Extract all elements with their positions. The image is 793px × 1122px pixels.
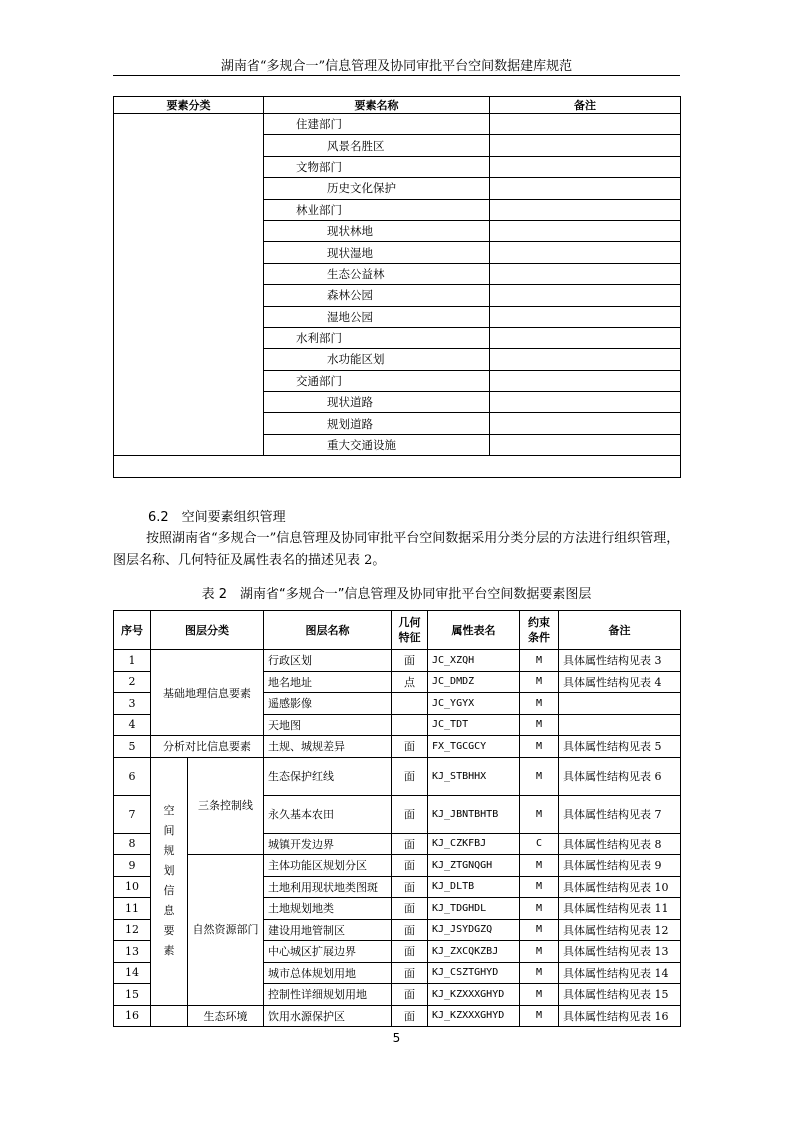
note-cell: [490, 349, 681, 370]
section-title: 6.2 空间要素组织管理: [148, 510, 286, 525]
layer-name: 中心城区扩展边界: [264, 941, 392, 963]
note: 具体属性结构见表 16: [559, 1005, 681, 1027]
col-header-category: 要素分类: [114, 97, 264, 114]
body-paragraph: 按照湖南省“多规合一”信息管理及协同审批平台空间数据采用分类分层的方法进行组织管理，图层名称、几何特征及属性表名的描述见表 2。: [113, 531, 680, 568]
table-header-row: [114, 97, 681, 114]
note-cell: [490, 199, 681, 220]
geometry-type: 面: [392, 941, 428, 963]
constraint: M: [520, 962, 559, 984]
attribute-table-name: KJ_ZXCQKZBJ: [428, 941, 520, 963]
layer-name: 建设用地管制区: [264, 919, 392, 941]
constraint: M: [520, 919, 559, 941]
attribute-table-name: FX_TGCGCY: [428, 736, 520, 758]
col-header-layer: 图层名称: [264, 611, 392, 650]
geometry-type: 面: [392, 833, 428, 855]
element-name: 森林公园: [264, 285, 490, 306]
constraint: M: [520, 984, 559, 1006]
element-name: 现状湿地: [264, 242, 490, 263]
row-number: 6: [114, 757, 151, 795]
empty-cell: [114, 456, 681, 478]
blank-cell: [151, 1005, 188, 1027]
note: 具体属性结构见表 9: [559, 855, 681, 877]
subgroup-natural-resources: 自然资源部门: [188, 855, 264, 1006]
layer-name: 城市总体规划用地: [264, 962, 392, 984]
row-number: 12: [114, 919, 151, 941]
row-number: 8: [114, 833, 151, 855]
constraint: C: [520, 833, 559, 855]
constraint: M: [520, 736, 559, 758]
note: 具体属性结构见表 6: [559, 757, 681, 795]
attribute-table-name: KJ_KZXXXGHYD: [428, 984, 520, 1006]
geometry-type: 面: [392, 984, 428, 1006]
note: 具体属性结构见表 7: [559, 795, 681, 833]
col-header-note: 备注: [559, 611, 681, 650]
col-header-note: 备注: [490, 97, 681, 114]
layer-name: 主体功能区规划分区: [264, 855, 392, 877]
col-header-cons: 约束条件: [520, 611, 559, 650]
row-number: 16: [114, 1005, 151, 1027]
geometry-type: 面: [392, 1005, 428, 1027]
element-name: 林业部门: [264, 199, 490, 220]
note: [559, 693, 681, 715]
layer-name: 生态保护红线: [264, 757, 392, 795]
attribute-table-name: JC_YGYX: [428, 693, 520, 715]
row-number: 9: [114, 855, 151, 877]
layer-name: 控制性详细规划用地: [264, 984, 392, 1006]
note: [559, 714, 681, 736]
note-cell: [490, 263, 681, 284]
row-number: 5: [114, 736, 151, 758]
table-row: [114, 114, 681, 135]
element-name: 风景名胜区: [264, 135, 490, 156]
constraint: M: [520, 876, 559, 898]
col-header-geom: 几何特征: [392, 611, 428, 650]
constraint: M: [520, 855, 559, 877]
layer-name: 饮用水源保护区: [264, 1005, 392, 1027]
attribute-table-name: KJ_TDGHDL: [428, 898, 520, 920]
geometry-type: 面: [392, 757, 428, 795]
layer-name: 土规、城规差异: [264, 736, 392, 758]
note-cell: [490, 306, 681, 327]
page-number: 5: [392, 1031, 401, 1045]
table-header-row: [114, 611, 681, 650]
element-name: 现状道路: [264, 392, 490, 413]
note-cell: [490, 220, 681, 241]
header-rule: [113, 75, 680, 76]
note: 具体属性结构见表 10: [559, 876, 681, 898]
note-cell: [490, 327, 681, 348]
geometry-type: [392, 693, 428, 715]
table-row: [114, 757, 681, 795]
col-header-name: 要素名称: [264, 97, 490, 114]
table-row: [114, 1005, 681, 1027]
note: 具体属性结构见表 4: [559, 671, 681, 693]
note: 具体属性结构见表 14: [559, 962, 681, 984]
attribute-table-name: KJ_CZKFBJ: [428, 833, 520, 855]
attribute-table-name: KJ_JBNTBHTB: [428, 795, 520, 833]
element-name: 文物部门: [264, 156, 490, 177]
note-cell: [490, 434, 681, 455]
constraint: M: [520, 714, 559, 736]
note-cell: [490, 114, 681, 135]
constraint: M: [520, 795, 559, 833]
row-number: 11: [114, 898, 151, 920]
geometry-type: 面: [392, 736, 428, 758]
attribute-table-name: JC_DMDZ: [428, 671, 520, 693]
geometry-type: [392, 714, 428, 736]
geometry-type: 面: [392, 876, 428, 898]
note-cell: [490, 178, 681, 199]
layer-name: 天地图: [264, 714, 392, 736]
layer-name: 地名地址: [264, 671, 392, 693]
element-name: 规划道路: [264, 413, 490, 434]
element-name: 生态公益林: [264, 263, 490, 284]
note-cell: [490, 156, 681, 177]
element-name: 现状林地: [264, 220, 490, 241]
table-caption: 表 2 湖南省“多规合一”信息管理及协同审批平台空间数据要素图层: [201, 587, 592, 602]
attribute-table-name: JC_XZQH: [428, 650, 520, 672]
geometry-type: 点: [392, 671, 428, 693]
element-name: 交通部门: [264, 370, 490, 391]
row-number: 14: [114, 962, 151, 984]
note-cell: [490, 285, 681, 306]
category-cell: [114, 114, 264, 456]
col-header-category: 图层分类: [151, 611, 264, 650]
note: 具体属性结构见表 15: [559, 984, 681, 1006]
row-number: 4: [114, 714, 151, 736]
layer-name: 土地利用现状地类图斑: [264, 876, 392, 898]
layer-name: 永久基本农田: [264, 795, 392, 833]
attribute-table-name: JC_TDT: [428, 714, 520, 736]
note-cell: [490, 135, 681, 156]
constraint: M: [520, 1005, 559, 1027]
geometry-type: 面: [392, 898, 428, 920]
element-name: 湿地公园: [264, 306, 490, 327]
subgroup-three-lines: 三条控制线: [188, 757, 264, 855]
note-cell: [490, 370, 681, 391]
geometry-type: 面: [392, 795, 428, 833]
note: 具体属性结构见表 11: [559, 898, 681, 920]
geometry-type: 面: [392, 650, 428, 672]
constraint: M: [520, 757, 559, 795]
layer-name: 行政区划: [264, 650, 392, 672]
element-name: 住建部门: [264, 114, 490, 135]
row-number: 2: [114, 671, 151, 693]
attribute-table-name: KJ_DLTB: [428, 876, 520, 898]
table-row: [114, 855, 681, 877]
row-number: 10: [114, 876, 151, 898]
note: 具体属性结构见表 5: [559, 736, 681, 758]
constraint: M: [520, 693, 559, 715]
geometry-type: 面: [392, 962, 428, 984]
attribute-table-name: KJ_JSYDGZQ: [428, 919, 520, 941]
note: 具体属性结构见表 13: [559, 941, 681, 963]
table-row: [114, 736, 681, 758]
row-number: 15: [114, 984, 151, 1006]
row-number: 3: [114, 693, 151, 715]
element-name: 水功能区划: [264, 349, 490, 370]
attribute-table-name: KJ_KZXXXGHYD: [428, 1005, 520, 1027]
element-name: 历史文化保护: [264, 178, 490, 199]
geometry-type: 面: [392, 855, 428, 877]
note: 具体属性结构见表 3: [559, 650, 681, 672]
layer-name: 遥感影像: [264, 693, 392, 715]
col-header-no: 序号: [114, 611, 151, 650]
note-cell: [490, 413, 681, 434]
note-cell: [490, 242, 681, 263]
attribute-table-name: KJ_ZTGNQGH: [428, 855, 520, 877]
table-row: [114, 650, 681, 672]
table-row: [114, 456, 681, 478]
row-number: 7: [114, 795, 151, 833]
row-number: 13: [114, 941, 151, 963]
layer-name: 城镇开发边界: [264, 833, 392, 855]
constraint: M: [520, 941, 559, 963]
layer-table: [113, 610, 681, 1027]
group-analysis: 分析对比信息要素: [151, 736, 264, 758]
note-cell: [490, 392, 681, 413]
group-basic: 基础地理信息要素: [151, 650, 264, 736]
constraint: M: [520, 671, 559, 693]
col-header-attr: 属性表名: [428, 611, 520, 650]
attribute-table-name: KJ_CSZTGHYD: [428, 962, 520, 984]
note: 具体属性结构见表 12: [559, 919, 681, 941]
constraint: M: [520, 650, 559, 672]
group-spatial: 空间规划信息要素: [151, 757, 188, 1005]
constraint: M: [520, 898, 559, 920]
attribute-table-name: KJ_STBHHX: [428, 757, 520, 795]
running-header: 湖南省“多规合一”信息管理及协同审批平台空间数据建库规范: [220, 59, 573, 74]
element-name: 重大交通设施: [264, 434, 490, 455]
layer-name: 土地规划地类: [264, 898, 392, 920]
element-table: [113, 96, 681, 478]
geometry-type: 面: [392, 919, 428, 941]
row-number: 1: [114, 650, 151, 672]
note: 具体属性结构见表 8: [559, 833, 681, 855]
subgroup-eco: 生态环境: [188, 1005, 264, 1027]
element-name: 水利部门: [264, 327, 490, 348]
